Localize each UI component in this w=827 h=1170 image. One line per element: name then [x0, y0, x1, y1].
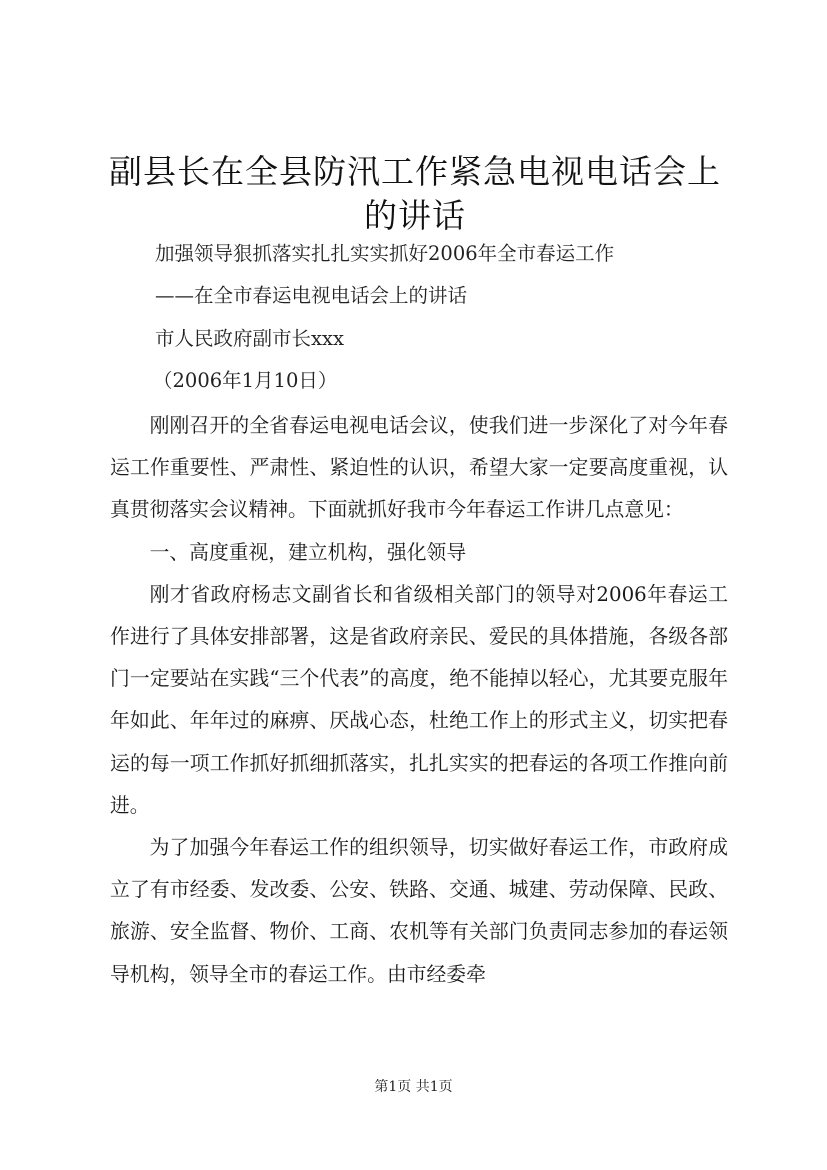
document-date: （2006年1月10日） [153, 369, 338, 392]
document-body [110, 405, 728, 996]
document-subheading: ——在全市春运电视电话会上的讲话 [155, 284, 468, 307]
body-paragraph-intro: 刚刚召开的全省春运电视电话会议，使我们进一步深化了对今年春运工作重要性、严肃性、紧迫性的认识，希望大家一定要高度重视，认真贯彻落实会议精神。下面就抓好我市今年春运工作讲几点意见： [110, 414, 728, 522]
document-title: 副县长在全县防汛工作紧急电视电话会上的讲话 [109, 152, 721, 235]
section-heading-1: 一、高度重视，建立机构，强化领导 [149, 540, 467, 564]
document-subtitle: 加强领导狠抓落实扎扎实实抓好2006年全市春运工作 [155, 242, 615, 265]
page-footer: 第1页 共1页 [374, 1079, 453, 1095]
document-author: 市人民政府副市长xxx [155, 327, 344, 350]
body-paragraph-3: 为了加强今年春运工作的组织领导，切实做好春运工作，市政府成立了有市经委、发改委、公安、铁路、交通、城建、劳动保障、民政、旅游、安全监督、物价、工商、农机等有关部门负责同志参加的春运领导机构，领导全市的春运工作。由市经委牵 [110, 836, 728, 986]
body-paragraph-2: 刚才省政府杨志文副省长和省级相关部门的领导对2006年春运工作进行了具体安排部署，这是省政府亲民、爱民的具体措施，各级各部门一定要站在实践“三个代表”的高度，绝不能掉以轻心，尤其要克服年年如此、年年过的麻痹、厌战心态，杜绝工作上的形式主义，切实把春运的每一项工作抓好抓细抓落实，扎扎实实的把春运的各项工作推向前进。 [110, 582, 728, 817]
